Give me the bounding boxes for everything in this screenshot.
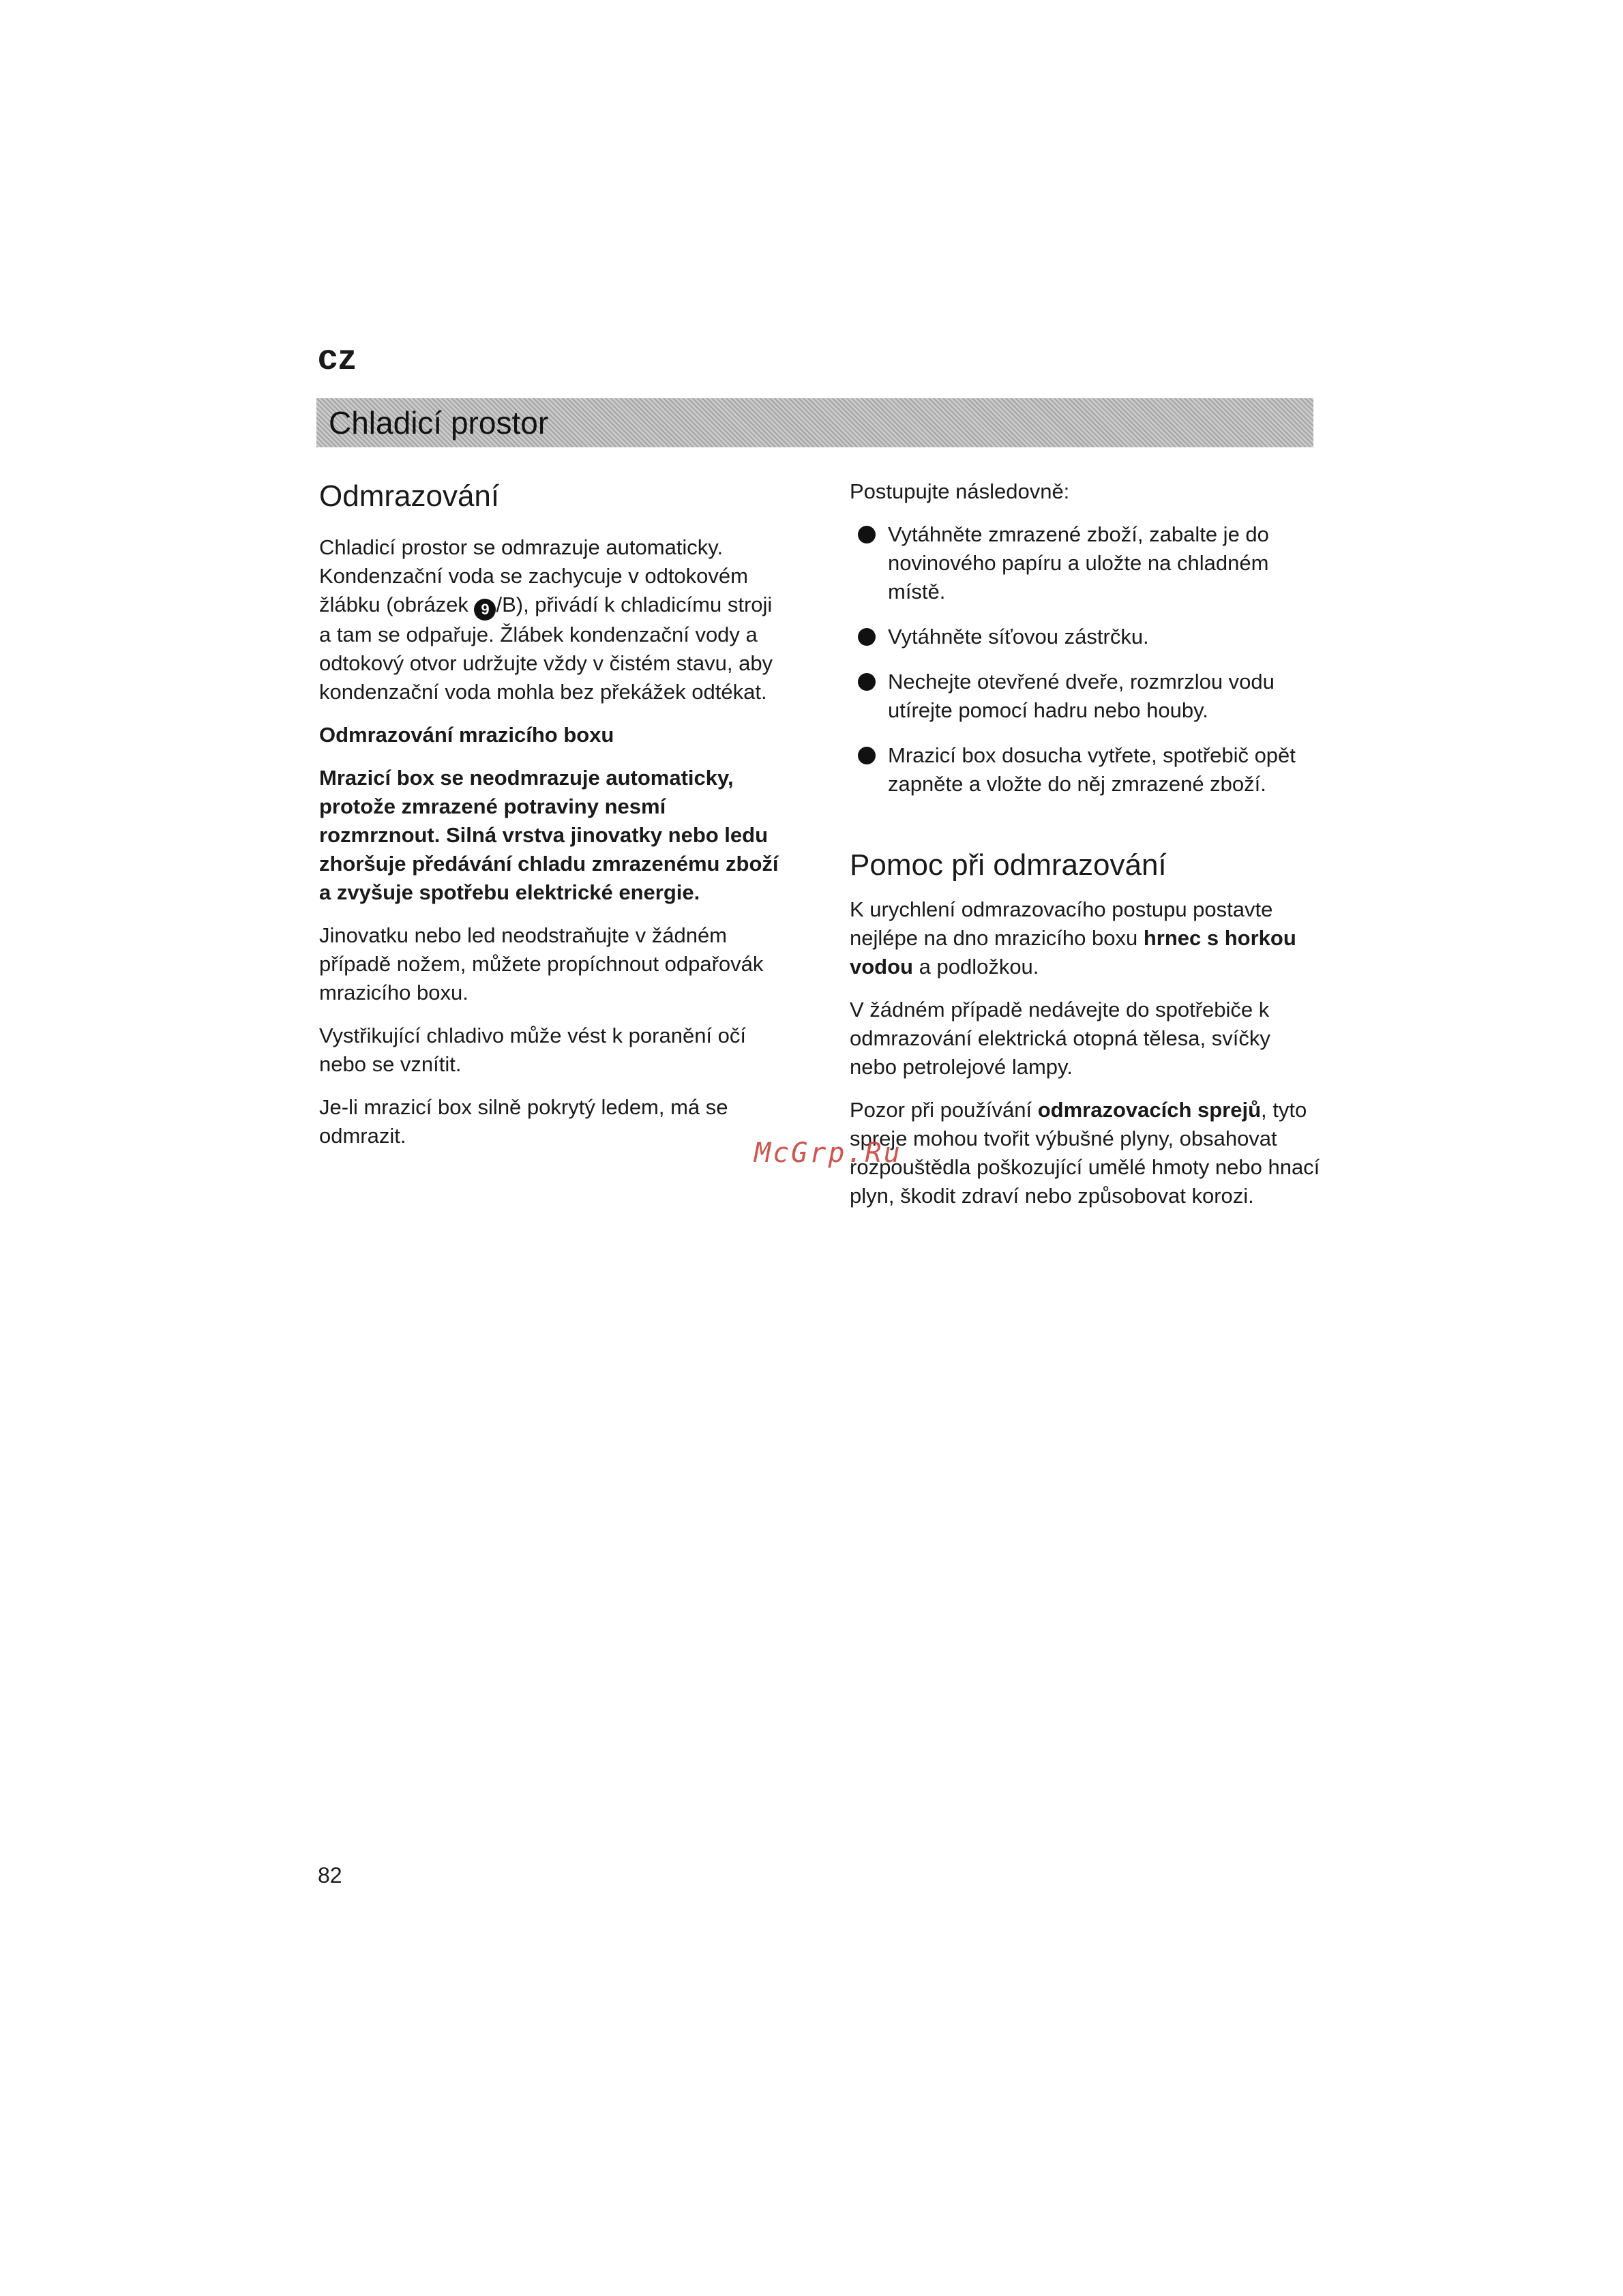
procedure-step: Vytáhněte zmrazené zboží, zabalte je do novinového papíru a uložte na chladném místě. [850, 520, 1320, 606]
bullet-icon [858, 526, 876, 543]
ice-removal-paragraph: Jinovatku nebo led neodstraňujte v žádném případě nožem, můžete propíchnout odpařovák mrazicího boxu. [319, 923, 764, 1004]
heavy-ice-paragraph: Je-li mrazicí box silně pokrytý ledem, má se odmrazit. [319, 1095, 728, 1148]
section-title: Chladicí prostor [329, 405, 549, 441]
heater-warning-paragraph: V žádném případě nedávejte do spotřebiče k odmrazování elektrická otopná tělesa, svíčky nebo petrolejové lampy. [850, 998, 1270, 1079]
bullet-icon [858, 747, 876, 764]
language-code: cz [318, 338, 357, 377]
defrosting-paragraph: Chladicí prostor se odmrazuje automaticky. Kondenzační voda se zachycuje v odtokovém žlábku (obrázek 9 /B), přivádí k chladicímu stroji a tam se odpařuje. Žlábek kondenzační vody a odtokový otvor udržujte vždy v čistém stavu, aby kondenzační voda mohla bez překážek odtékat. [319, 535, 773, 704]
bullet-icon [858, 673, 876, 691]
freezer-defrost-subheading: Odmrazování mrazicího boxu [319, 723, 614, 747]
freezer-warning-paragraph: Mrazicí box se neodmrazuje automaticky, protože zmrazené potraviny nesmí rozmrznout. Silná vrstva jinovatky nebo ledu zhoršuje předávání chladu zmrazenému zboží a zvyšuje spotřebu elektrické energie. [319, 766, 779, 904]
watermark: McGrp.Ru [754, 1137, 902, 1169]
procedure-intro: Postupujte následovně: [850, 479, 1070, 503]
refrigerant-warning-paragraph: Vystřikující chladivo může vést k poranění očí nebo se vznítit. [319, 1024, 747, 1076]
defrosting-heading: Odmrazování [319, 479, 500, 513]
right-column [850, 477, 1320, 1225]
bullet-icon [858, 628, 876, 646]
procedure-step: Vytáhněte síťovou zástrčku. [850, 623, 1320, 651]
figure-number-badge: 9 [474, 599, 496, 621]
procedure-step: Mrazicí box dosucha vytřete, spotřebič opět zapněte a vložte do něj zmrazené zboží. [850, 741, 1320, 799]
section-banner [316, 398, 1313, 447]
spray-warning-paragraph: Pozor při používání odmrazovacích sprejů, tyto spreje mohou tvořit výbušné plyny, obsahovat rozpouštědla poškozující umělé hmoty nebo hnací plyn, škodit zdraví nebo způsobovat korozi. [850, 1098, 1320, 1208]
procedure-step: Nechejte otevřené dveře, rozmrzlou vodu utírejte pomocí hadru nebo houby. [850, 668, 1320, 725]
left-column [319, 477, 790, 1165]
defrost-help-heading: Pomoc při odmrazování [850, 848, 1167, 882]
hot-water-paragraph: K urychlení odmrazovacího postupu postavte nejlépe na dno mrazicího boxu hrnec s horkou vodou a podložkou. [850, 897, 1296, 979]
procedure-list [850, 520, 1320, 799]
page-number: 82 [318, 1863, 342, 1888]
